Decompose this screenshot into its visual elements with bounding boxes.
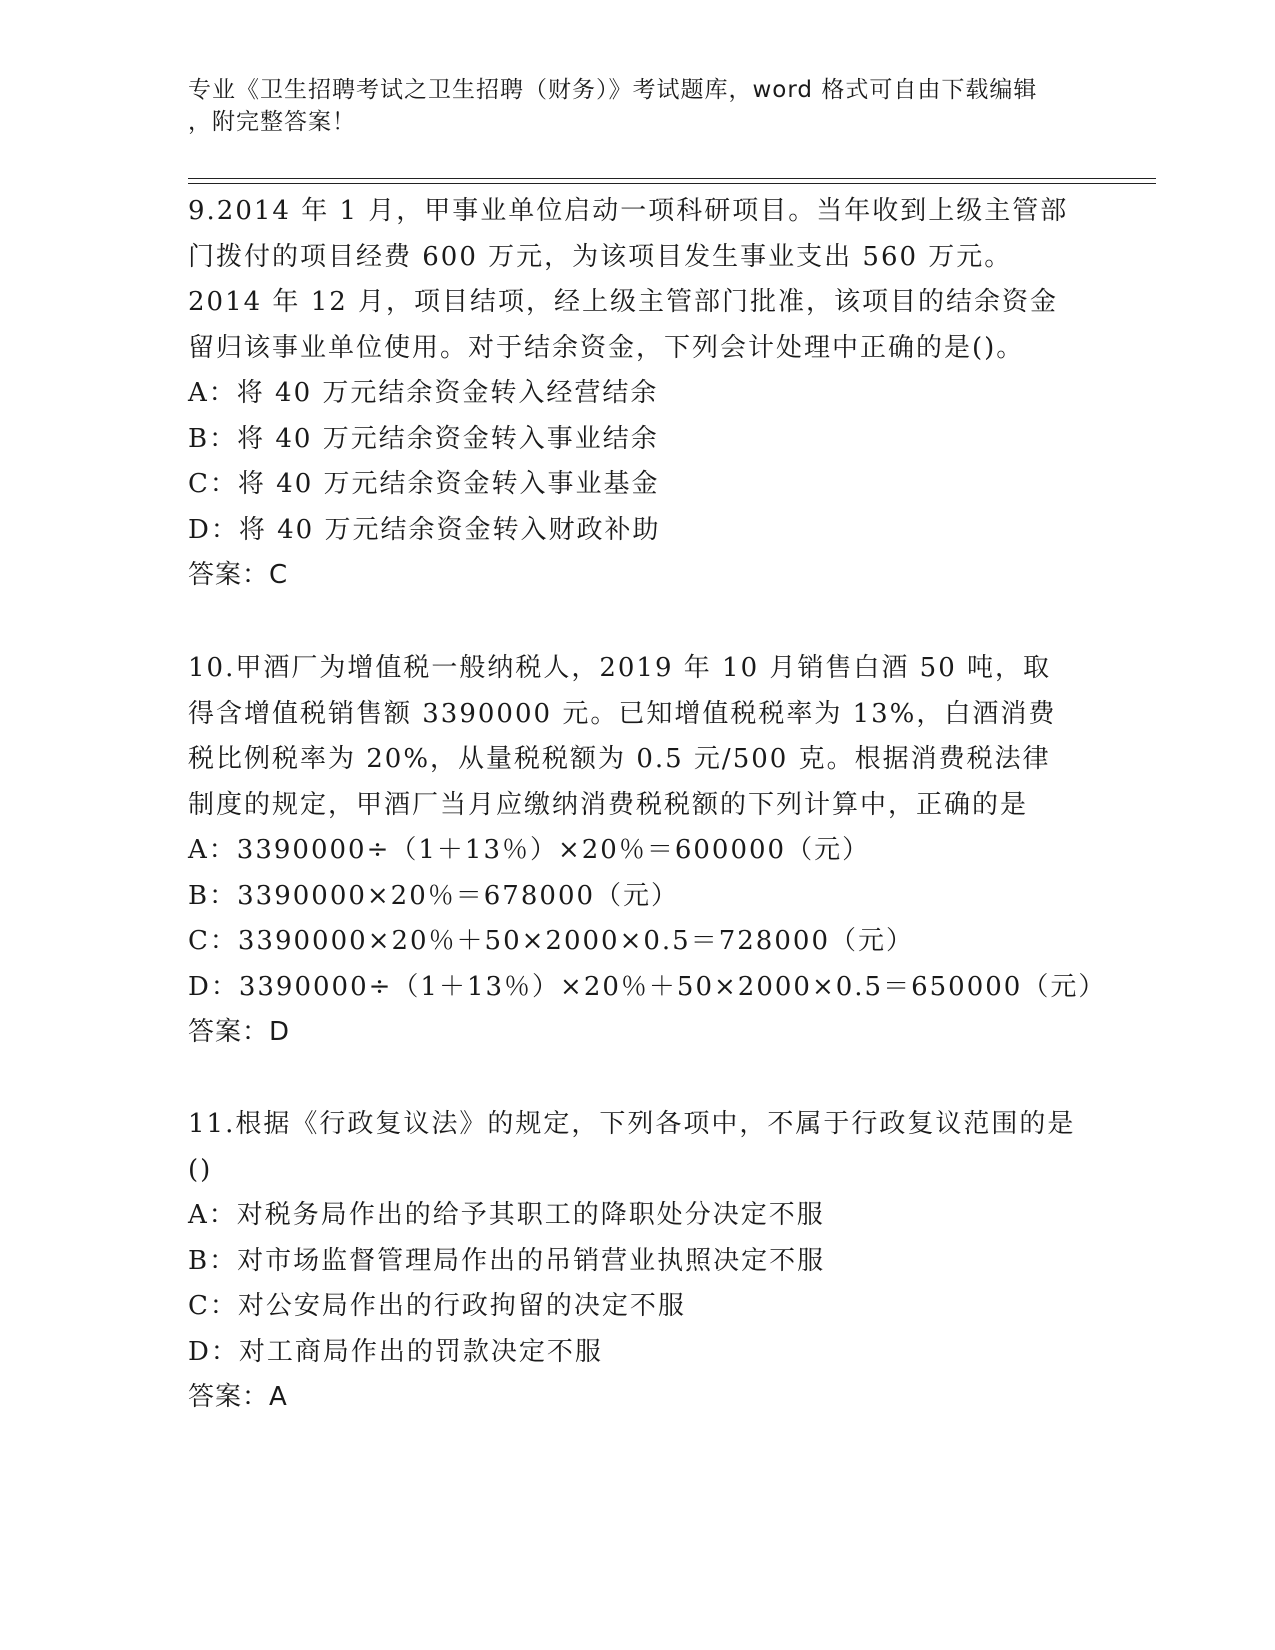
question-10 [188,646,1107,1056]
option-b: B：将 40 万元结余资金转入事业结余 [188,423,659,454]
option-a: A：对税务局作出的给予其职工的降职处分决定不服 [188,1200,825,1230]
answer-line: 答案：D [188,1017,291,1047]
question-9 [188,189,1078,599]
question-11 [188,1102,1078,1421]
option-d: D：将 40 万元结余资金转入财政补助 [188,514,661,545]
option-c: C：3390000×20％＋50×2000×0.5＝728000（元） [188,926,914,956]
document-header [188,74,1068,138]
answer-line: 答案：A [188,1382,288,1412]
question-stem: 11.根据《行政复议法》的规定，下列各项中，不属于行政复议范围的是() [188,1109,1076,1185]
header-divider-top [188,178,1156,179]
option-a: A：3390000÷（1＋13％）×20％＝600000（元） [188,835,871,865]
answer-line: 答案：C [188,560,289,590]
option-d: D：3390000÷（1＋13％）×20％＋50×2000×0.5＝650000（元） [188,971,1107,1002]
option-c: C：将 40 万元结余资金转入事业基金 [188,469,660,499]
header-divider-bottom [188,183,1156,184]
option-b: B：3390000×20％＝678000（元） [188,880,680,911]
question-stem: 9.2014 年 1 月，甲事业单位启动一项科研项目。当年收到上级主管部门拨付的项目经费 600 万元，为该项目发生事业支出 560 万元。2014 年 12 月，项目结项，经上级主管部门批准，该项目的结余资金留归该事业单位使用。对于结余资金，下列会计处理中正确的是()。 [188,196,1069,363]
header-line-1: 专业《卫生招聘考试之卫生招聘（财务）》考试题库，word 格式可自由下载编辑 [188,77,1038,103]
option-d: D：对工商局作出的罚款决定不服 [188,1336,603,1367]
header-line-2: ，附完整答案！ [188,109,356,135]
option-c: C：对公安局作出的行政拘留的决定不服 [188,1291,686,1321]
question-stem: 10.甲酒厂为增值税一般纳税人，2019 年 10 月销售白酒 50 吨，取得含增值税销售额 3390000 元。已知增值税税率为 13%，白酒消费税比例税率为 20%，从量税税额为 0.5 元/500 克。根据消费税法律制度的规定，甲酒厂当月应缴纳消费税税额的下列计算中，正确的是 [188,653,1057,820]
option-b: B：对市场监督管理局作出的吊销营业执照决定不服 [188,1245,826,1276]
option-a: A：将 40 万元结余资金转入经营结余 [188,378,659,408]
